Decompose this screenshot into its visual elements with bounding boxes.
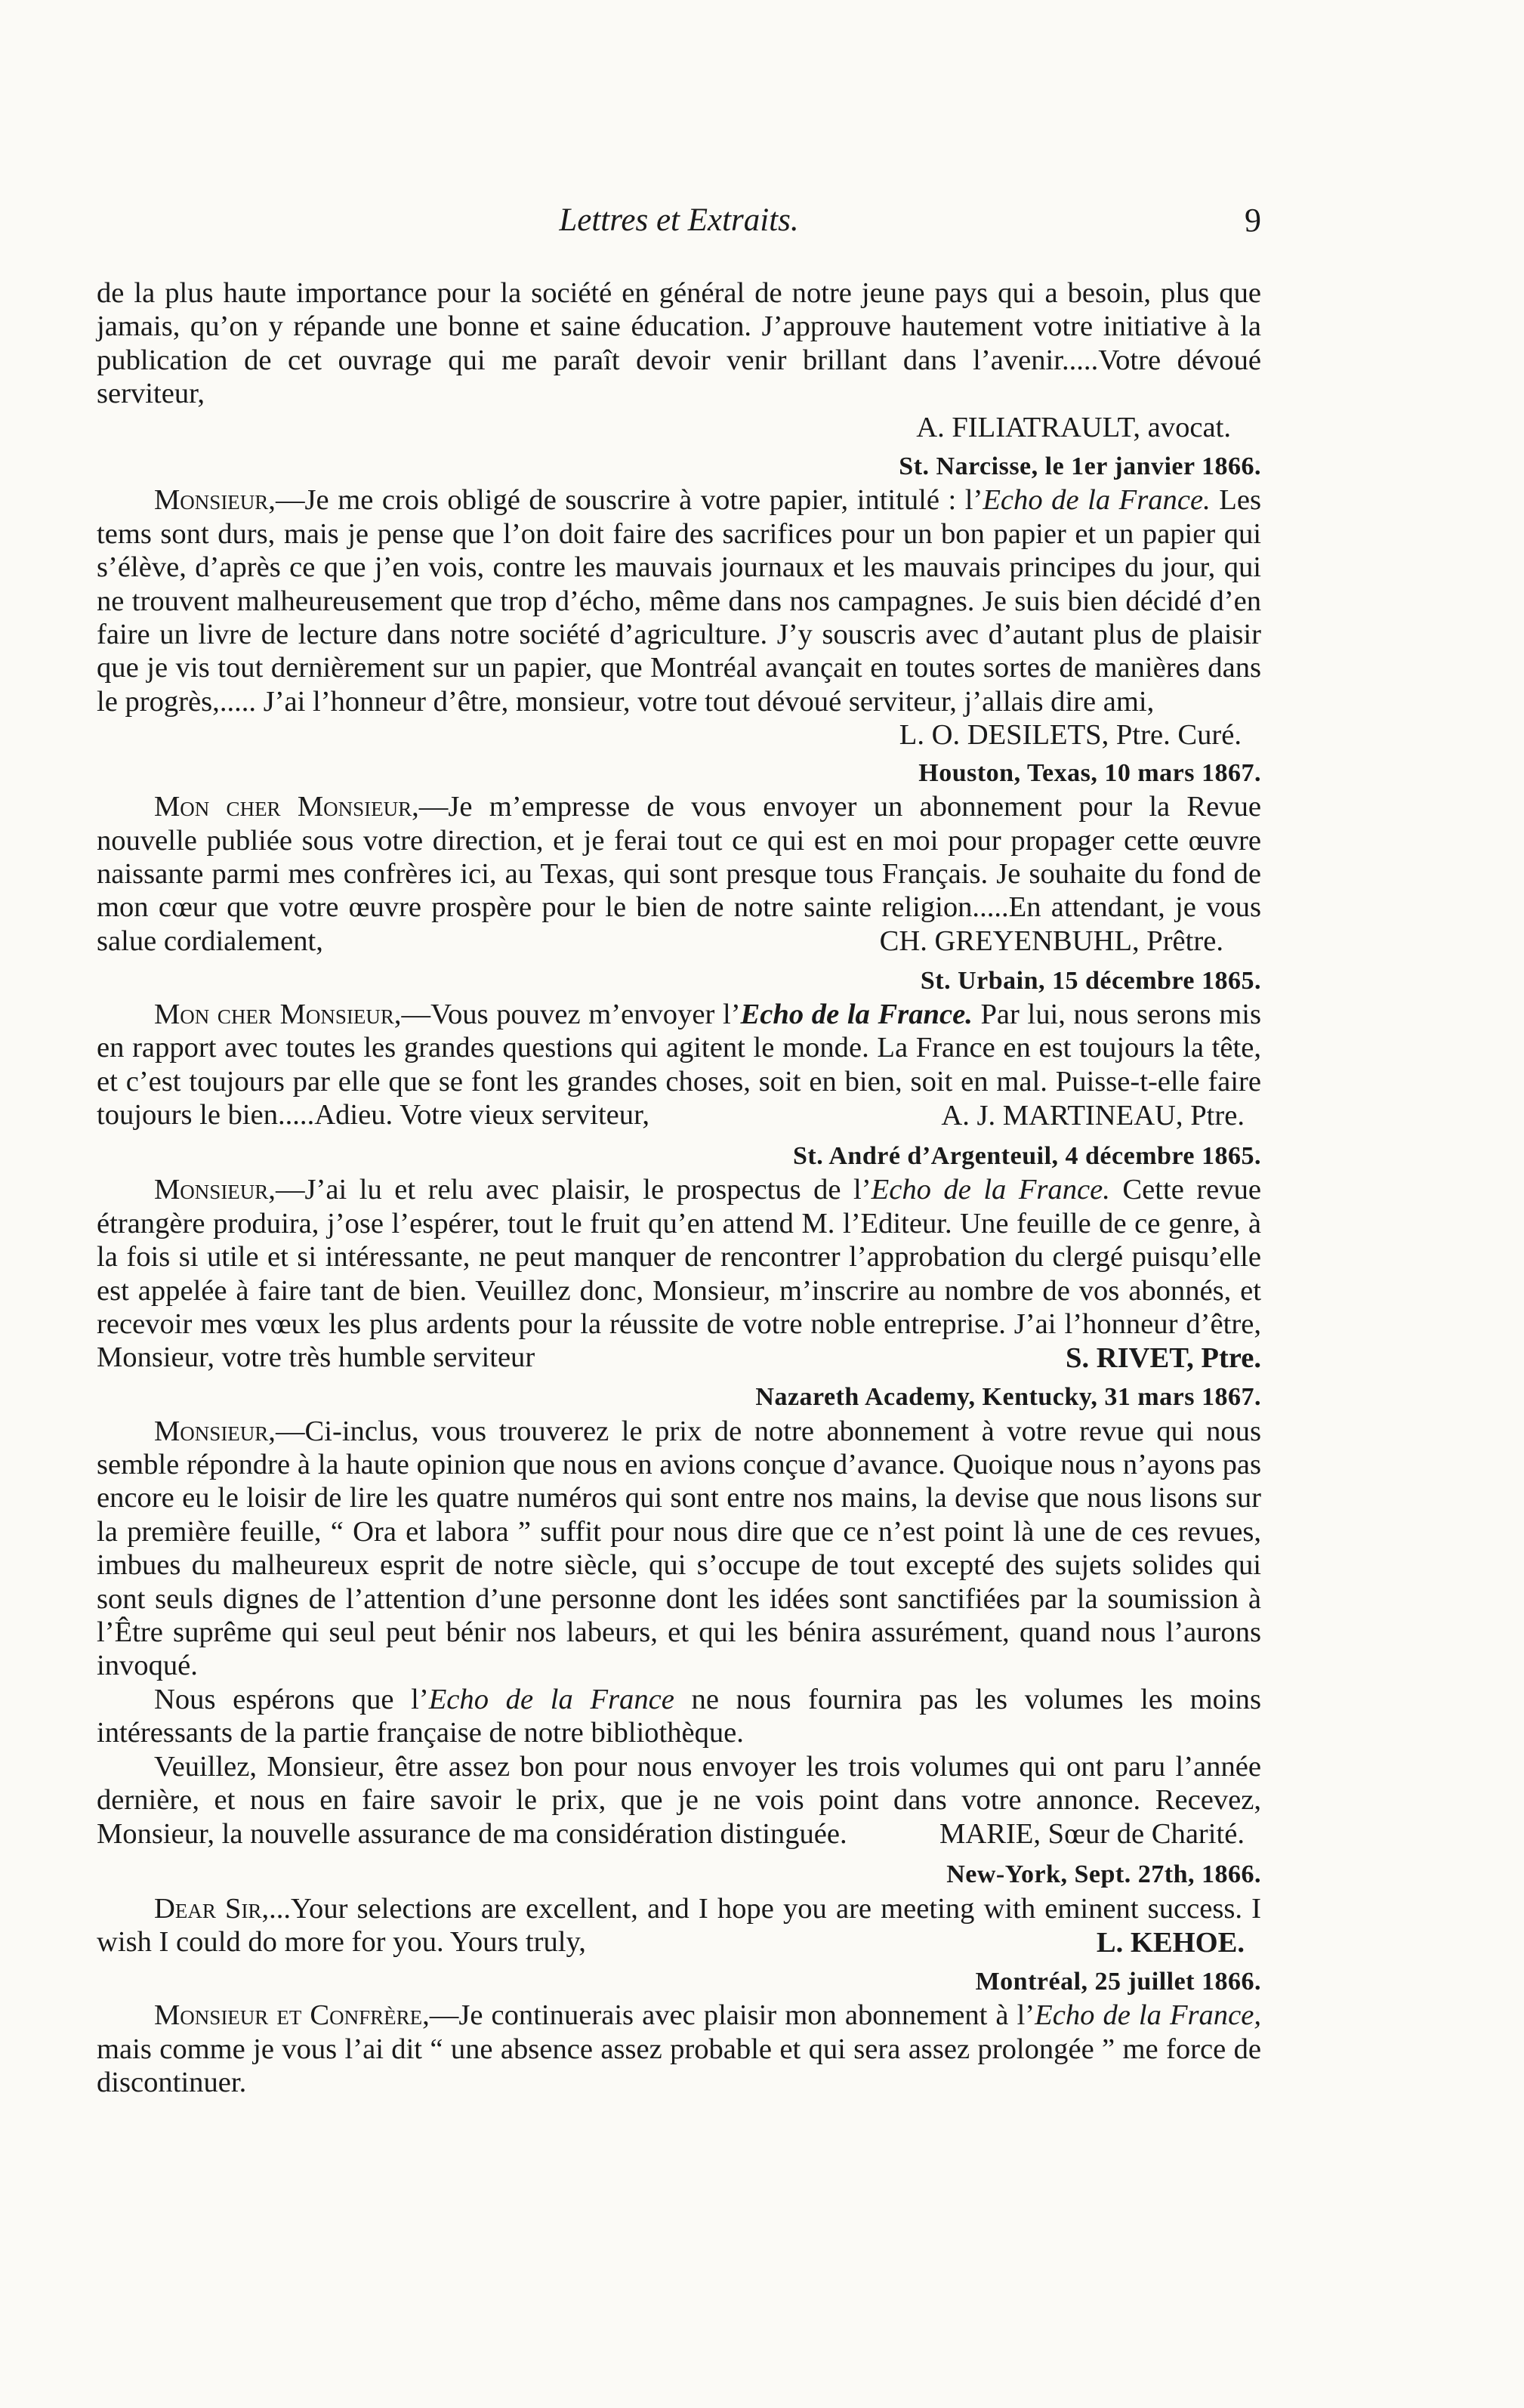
- letter-text: —Je continuerais avec plaisir mon abonnement à l’: [429, 1999, 1035, 2032]
- letter-text: Veuillez, Monsieur, être assez bon pour nous envoyer les trois volumes qui ont paru l’année dernière, et nous en faire savoir le prix, que je ne vois point dans votre annonce. Recevez, Monsieur, la nouvelle assurance de ma considération distinguée.: [97, 1750, 1261, 1850]
- publication-title: Echo de la France: [428, 1683, 674, 1715]
- letter-text: Nous espérons que l’: [154, 1683, 429, 1715]
- letter-text: —Je m’empresse de vous envoyer un abonnement pour la Revue nouvelle publiée sous votre direction, et je ferai tout ce qui est en moi pour propager cette œuvre naissante parmi mes confrères ici, au Texas, qui sont presque tous Français. Je souhaite du fond de mon cœur que votre œuvre prospère pour le bien de notre sainte religion.....En attendant, je vous salue cordialement,: [97, 791, 1261, 957]
- salutation: Mon cher Monsieur,: [154, 791, 419, 823]
- signature: S. RIVET, Ptre.: [1066, 1341, 1261, 1374]
- letter-continuation-text: de la plus haute importance pour la société en général de notre jeune pays qui a besoin, plus que jamais, qu’on y répande une bonne et saine éducation. J’approuve hautement votre initiative à la publication de cet ouvrage qui me paraît devoir venir brillant dans l’avenir.....Votre dévoué serviteur,: [97, 277, 1261, 410]
- letter-text: mais comme je vous l’ai dit “ une absence assez probable et qui sera assez prolongée ” me force de discontinuer.: [97, 2033, 1261, 2099]
- letter-place-date: St. André d’Argenteuil, 4 décembre 1865.: [793, 1141, 1261, 1170]
- letter-text: ne nous fournira pas les volumes les moins intéressants de la partie française de notre bibliothèque.: [97, 1683, 1261, 1749]
- letter-place-date: Montréal, 25 juillet 1866.: [975, 1967, 1261, 1996]
- publication-title: Echo de la France.: [983, 484, 1211, 517]
- letter-text: Cette revue étrangère produira, j’ose l’espérer, tout le fruit qu’en attend M. l’Editeur. Une feuille de ce genre, à la fois si utile et si intéressante, ne peut manquer de rencontrer l’approbation du clergé puisqu’elle est appelée à faire tant de bien. Veuillez donc, Monsieur, m’inscrire au nombre de vos abonnés, et recevoir mes vœux les plus ardents pour la réussite de votre noble entreprise. J’ai l’honneur d’être, Monsieur, votre très humble serviteur: [97, 1174, 1262, 1374]
- signature: CH. GREYENBUHL, Prêtre.: [879, 925, 1223, 958]
- letters-body: [97, 276, 1261, 2100]
- running-title: Lettres et Extraits.: [559, 202, 799, 238]
- letter-place-date: Nazareth Academy, Kentucky, 31 mars 1867.: [755, 1383, 1261, 1412]
- letter-text: —Vous pouvez m’envoyer l’: [401, 998, 741, 1030]
- signature-row: [97, 718, 1261, 752]
- salutation: Monsieur et Confrère,: [154, 1999, 430, 2032]
- letter-paragraph: [97, 1999, 1261, 2099]
- letter-text: Les tems sont durs, mais je pense que l’on doit faire des sacrifices pour un bon papier et un papier qui s’élève, d’après ce que j’en vois, contre les mauvais journaux et les mauvais principes du jour, qui ne trouvent malheureusement que trop d’écho, même dans nos campagnes. Je suis bien décidé d’en faire un livre de lecture dans notre société d’agriculture. J’y souscris avec d’autant plus de plaisir que je vis tout dernièrement sur un papier, que Montréal avançait en toutes sortes de manières dans le progrès,..... J’ai l’honneur d’être, monsieur, votre tout dévoué serviteur, j’allais dire ami,: [97, 484, 1261, 718]
- signature: A. J. MARTINEAU, Ptre.: [941, 1099, 1245, 1131]
- signature: A. FILIATRAULT, avocat.: [916, 411, 1231, 443]
- publication-title: Echo de la France.: [740, 998, 973, 1030]
- publication-title: Echo de la France.: [871, 1174, 1110, 1206]
- letter-paragraph: [97, 1683, 1261, 1750]
- signature: L. O. DESILETS, Ptre. Curé.: [899, 719, 1242, 752]
- salutation: Monsieur,: [154, 1415, 276, 1447]
- salutation: Dear Sir,: [154, 1892, 270, 1925]
- salutation: Monsieur,: [154, 1174, 276, 1206]
- letter-text: —J’ai lu et relu avec plaisir, le prospectus de l’: [275, 1174, 872, 1206]
- salutation: Mon cher Monsieur,: [154, 998, 402, 1030]
- letter-place-date: St. Urbain, 15 décembre 1865.: [920, 966, 1261, 995]
- signature: MARIE, Sœur de Charité.: [939, 1817, 1245, 1850]
- letter-text: —Ci-inclus, vous trouverez le prix de notre abonnement à votre revue qui nous semble répondre à la haute opinion que nous en avions conçue d’avance. Quoique nous n’ayons pas encore eu le loisir de lire les quatre numéros qui sont entre nos mains, la devise que nous lisons sur la première feuille, “ Ora et labora ” suffit pour nous dire que ce n’est point là une de ces revues, imbues du malheureux esprit de notre siècle, qui s’occupe de tout excepté des sujets solides qui sont seuls dignes de l’attention d’une personne dont les idées sont sanctifiées par la soumission à l’Être suprême qui seul peut bénir nos labeurs, et qui les bénira assurément, quand nous l’aurons invoqué.: [97, 1415, 1261, 1682]
- letter-text: ...Your selections are excellent, and I hope you are meeting with eminent success. I wish I could do more for you. Yours truly,: [97, 1892, 1261, 1959]
- publication-title: Echo de la France,: [1035, 1999, 1261, 2032]
- letter-place-date: Houston, Texas, 10 mars 1867.: [918, 758, 1261, 787]
- letter-paragraph: [97, 483, 1261, 718]
- signature: L. KEHOE.: [1096, 1926, 1245, 1959]
- signature-row: [97, 411, 1261, 444]
- page-number: 9: [1245, 202, 1261, 239]
- letter-place-date: New-York, Sept. 27th, 1866.: [946, 1860, 1261, 1889]
- letter-paragraph: [97, 1415, 1261, 1683]
- letter-text: Par lui, nous serons mis en rapport avec toutes les grandes questions qui agitent le monde. La France en est toujours la tête, et c’est toujours par elle que se font les grandes choses, soit en bien, soit en mal. Puisse-t-elle faire toujours le bien.....Adieu. Votre vieux serviteur,: [97, 998, 1261, 1131]
- letter-text: —Je me crois obligé de souscrire à votre papier, intitulé : l’: [275, 484, 983, 517]
- salutation: Monsieur,: [154, 484, 276, 517]
- running-header: [97, 198, 1261, 243]
- letter-place-date: St. Narcisse, le 1er janvier 1866.: [899, 452, 1261, 481]
